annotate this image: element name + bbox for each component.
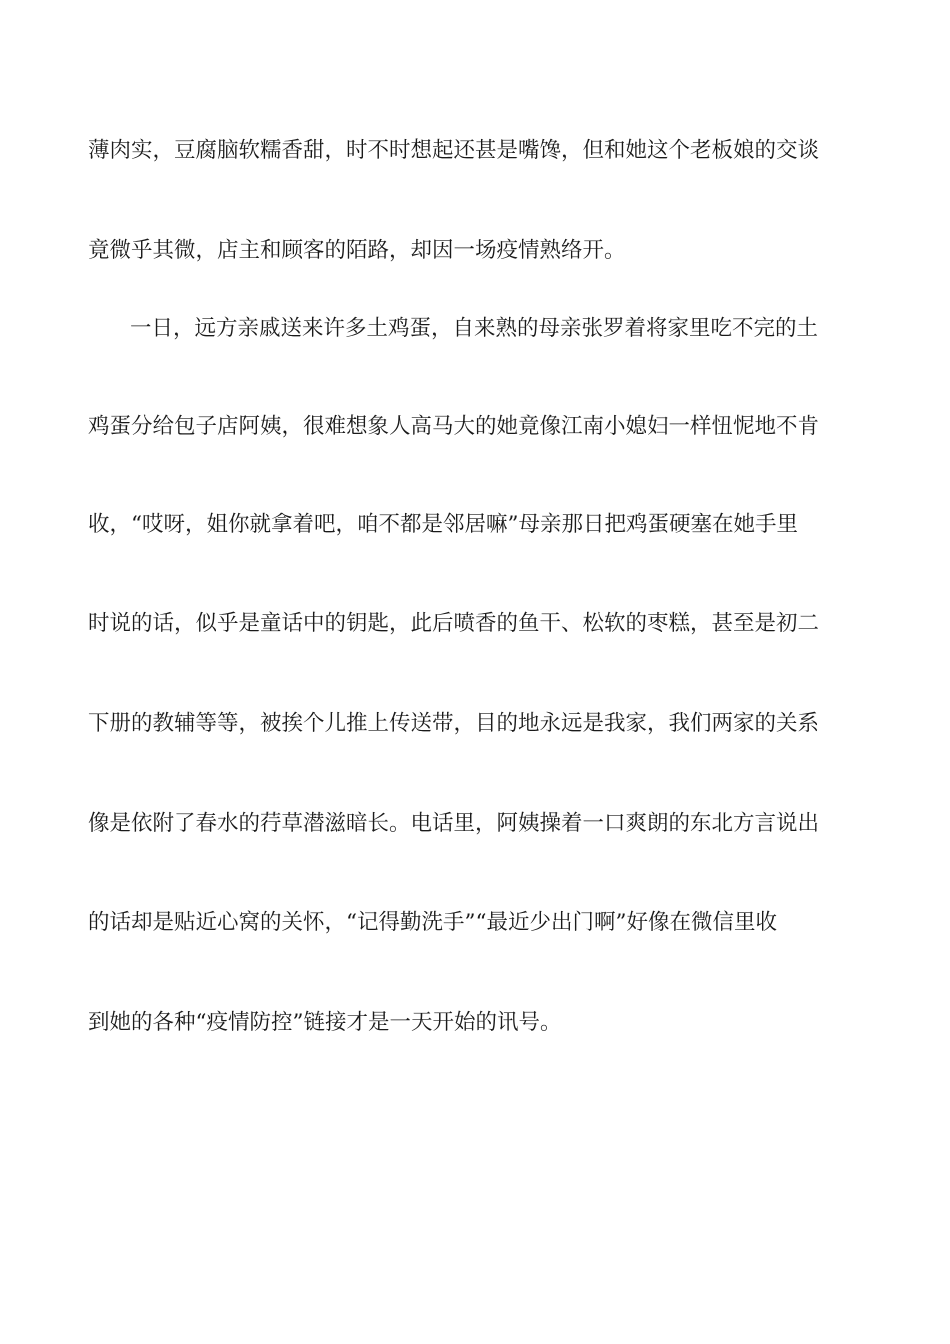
text-line: 的话却是贴近心窝的关怀，“记得勤洗手”“最近少出门啊”好像在微信里收	[88, 910, 777, 935]
text-line: 时说的话，似乎是童话中的钥匙，此后喷香的鱼干、松软的枣糕，甚至是初二	[88, 611, 820, 636]
text-line: 竟微乎其微，店主和顾客的陌路，却因一场疫情熟络开。	[88, 238, 626, 263]
paragraph-first-line: 一日，远方亲戚送来许多土鸡蛋，自来熟的母亲张罗着将家里吃不完的土	[130, 316, 819, 341]
text-line: 像是依附了春水的荇草潜滋暗长。电话里，阿姨操着一口爽朗的东北方言说出	[88, 811, 820, 836]
text-line: 薄肉实，豆腐脑软糯香甜，时不时想起还甚是嘴馋，但和她这个老板娘的交谈	[88, 138, 820, 163]
text-line: 到她的各种“疫情防控”链接才是一天开始的讯号。	[88, 1010, 562, 1035]
text-line: 下册的教辅等等，被挨个儿推上传送带，目的地永远是我家，我们两家的关系	[88, 711, 820, 736]
text-line: 收，“哎呀，姐你就拿着吧，咱不都是邻居嘛”母亲那日把鸡蛋硬塞在她手里	[88, 512, 798, 537]
text-line: 鸡蛋分给包子店阿姨，很难想象人高马大的她竟像江南小媳妇一样忸怩地不肯	[88, 414, 820, 439]
